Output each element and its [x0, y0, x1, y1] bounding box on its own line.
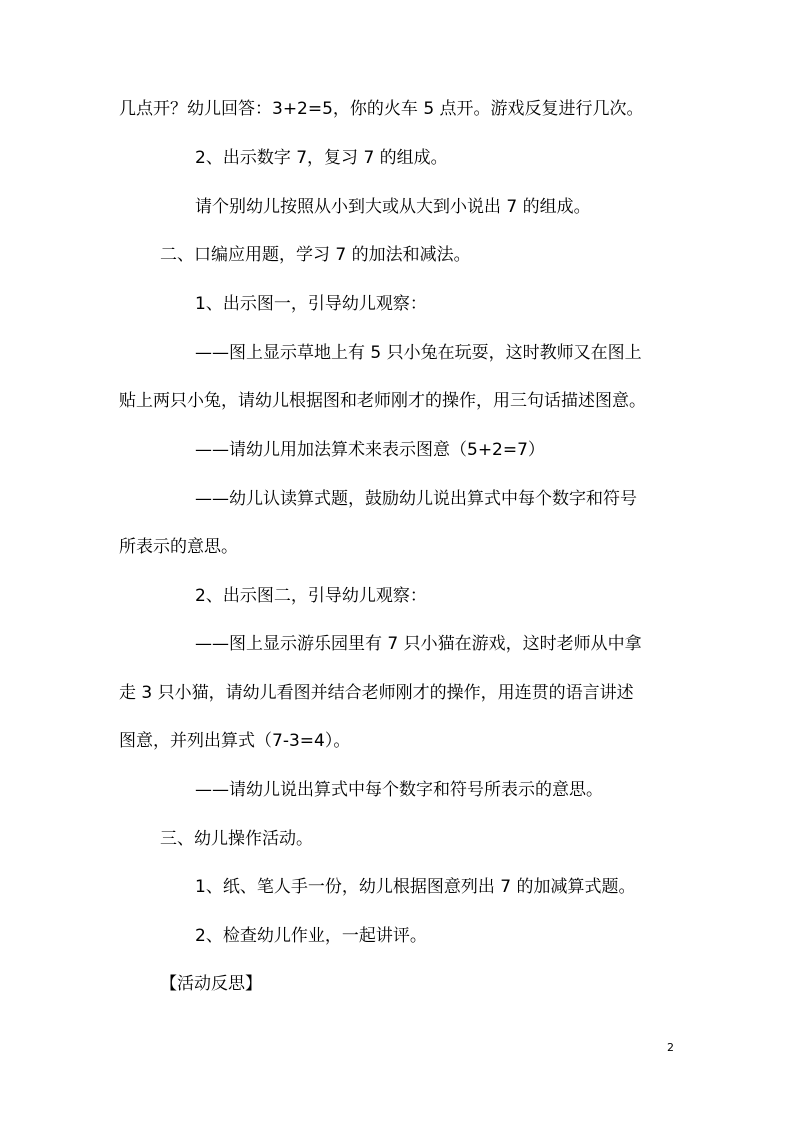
text-line: 2、出示数字 7，复习 7 的组成。 — [195, 148, 448, 168]
text-line: 图意，并列出算式（7-3=4）。 — [119, 731, 351, 751]
section-heading: 【活动反思】 — [160, 974, 262, 994]
text-line: 几点开？幼儿回答：3+2=5，你的火车 5 点开。游戏反复进行几次。 — [119, 99, 644, 119]
page-number: 2 — [667, 1041, 674, 1054]
text-line: 贴上两只小兔，请幼儿根据图和老师刚才的操作，用三句话描述图意。 — [119, 391, 646, 411]
text-line: ——请幼儿用加法算术来表示图意（5+2=7） — [195, 440, 545, 460]
text-line: 1、纸、笔人手一份，幼儿根据图意列出 7 的加减算式题。 — [195, 877, 636, 897]
text-line: ——图上显示草地上有 5 只小兔在玩耍，这时教师又在图上 — [195, 343, 642, 363]
text-line: ——请幼儿说出算式中每个数字和符号所表示的意思。 — [195, 780, 603, 800]
section-heading: 二、口编应用题，学习 7 的加法和减法。 — [160, 245, 471, 265]
text-line: ——图上显示游乐园里有 7 只小猫在游戏，这时老师从中拿 — [195, 634, 642, 654]
section-heading: 三、幼儿操作活动。 — [160, 829, 313, 849]
text-line: 所表示的意思。 — [119, 537, 238, 557]
text-line: 请个别幼儿按照从小到大或从大到小说出 7 的组成。 — [195, 197, 591, 217]
text-line: 2、检查幼儿作业，一起讲评。 — [195, 926, 427, 946]
text-line: 1、出示图一，引导幼儿观察： — [195, 294, 427, 314]
text-line: 2、出示图二，引导幼儿观察： — [195, 586, 427, 606]
text-line: ——幼儿认读算式题，鼓励幼儿说出算式中每个数字和符号 — [195, 489, 637, 509]
text-line: 走 3 只小猫，请幼儿看图并结合老师刚才的操作，用连贯的语言讲述 — [119, 683, 634, 703]
